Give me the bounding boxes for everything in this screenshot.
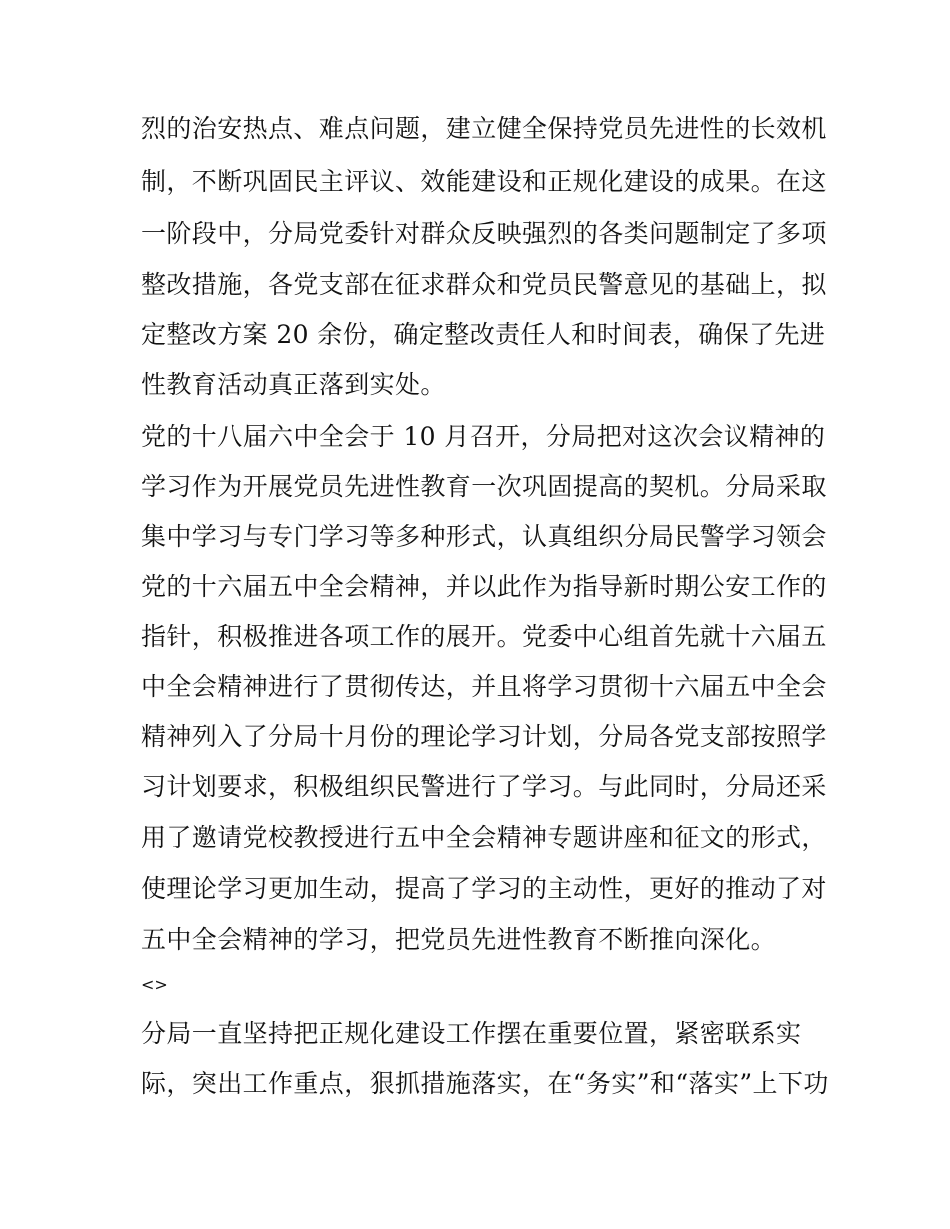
text-line: 使理论学习更加生动，提高了学习的主动性，更好的推动了对 <box>141 874 827 903</box>
text-line: 一阶段中，分局党委针对群众反映强烈的各类问题制定了多项 <box>141 219 827 248</box>
text-line: 集中学习与专门学习等多种形式，认真组织分局民警学习领会 <box>141 522 827 551</box>
text-line: 中全会精神进行了贯彻传达，并且将学习贯彻十六届五中全会 <box>141 672 827 701</box>
text-line: 性教育活动真正落到实处。 <box>141 370 446 399</box>
text-line: 制，不断巩固民主评议、效能建设和正规化建设的成果。在这 <box>141 167 827 196</box>
text-line: 分局一直坚持把正规化建设工作摆在重要位置，紧密联系实 <box>141 1019 802 1048</box>
text-line: 整改措施，各党支部在征求群众和党员民警意见的基础上，拟 <box>141 270 827 299</box>
text-line: 际，突出工作重点，狠抓措施落实，在“务实”和“落实”上下功 <box>141 1069 829 1098</box>
text-line: 五中全会精神的学习，把党员先进性教育不断推向深化。 <box>141 925 777 954</box>
text-line: 烈的治安热点、难点问题，建立健全保持党员先进性的长效机 <box>141 114 827 143</box>
text-line: 习计划要求，积极组织民警进行了学习。与此同时，分局还采 <box>141 772 827 801</box>
text-line: 用了邀请党校教授进行五中全会精神专题讲座和征文的形式， <box>141 823 827 852</box>
text-line: 定整改方案 20 余份，确定整改责任人和时间表，确保了先进 <box>141 320 826 349</box>
text-line: 学习作为开展党员先进性教育一次巩固提高的契机。分局采取 <box>141 472 827 501</box>
section-marker: <> <box>141 975 168 994</box>
text-line: 党的十八届六中全会于 10 月召开，分局把对这次会议精神的 <box>141 422 826 451</box>
text-line: 党的十六届五中全会精神，并以此作为指导新时期公安工作的 <box>141 572 827 601</box>
text-line: 指针，积极推进各项工作的展开。党委中心组首先就十六届五 <box>141 622 827 651</box>
text-line: 精神列入了分局十月份的理论学习计划，分局各党支部按照学 <box>141 722 827 751</box>
